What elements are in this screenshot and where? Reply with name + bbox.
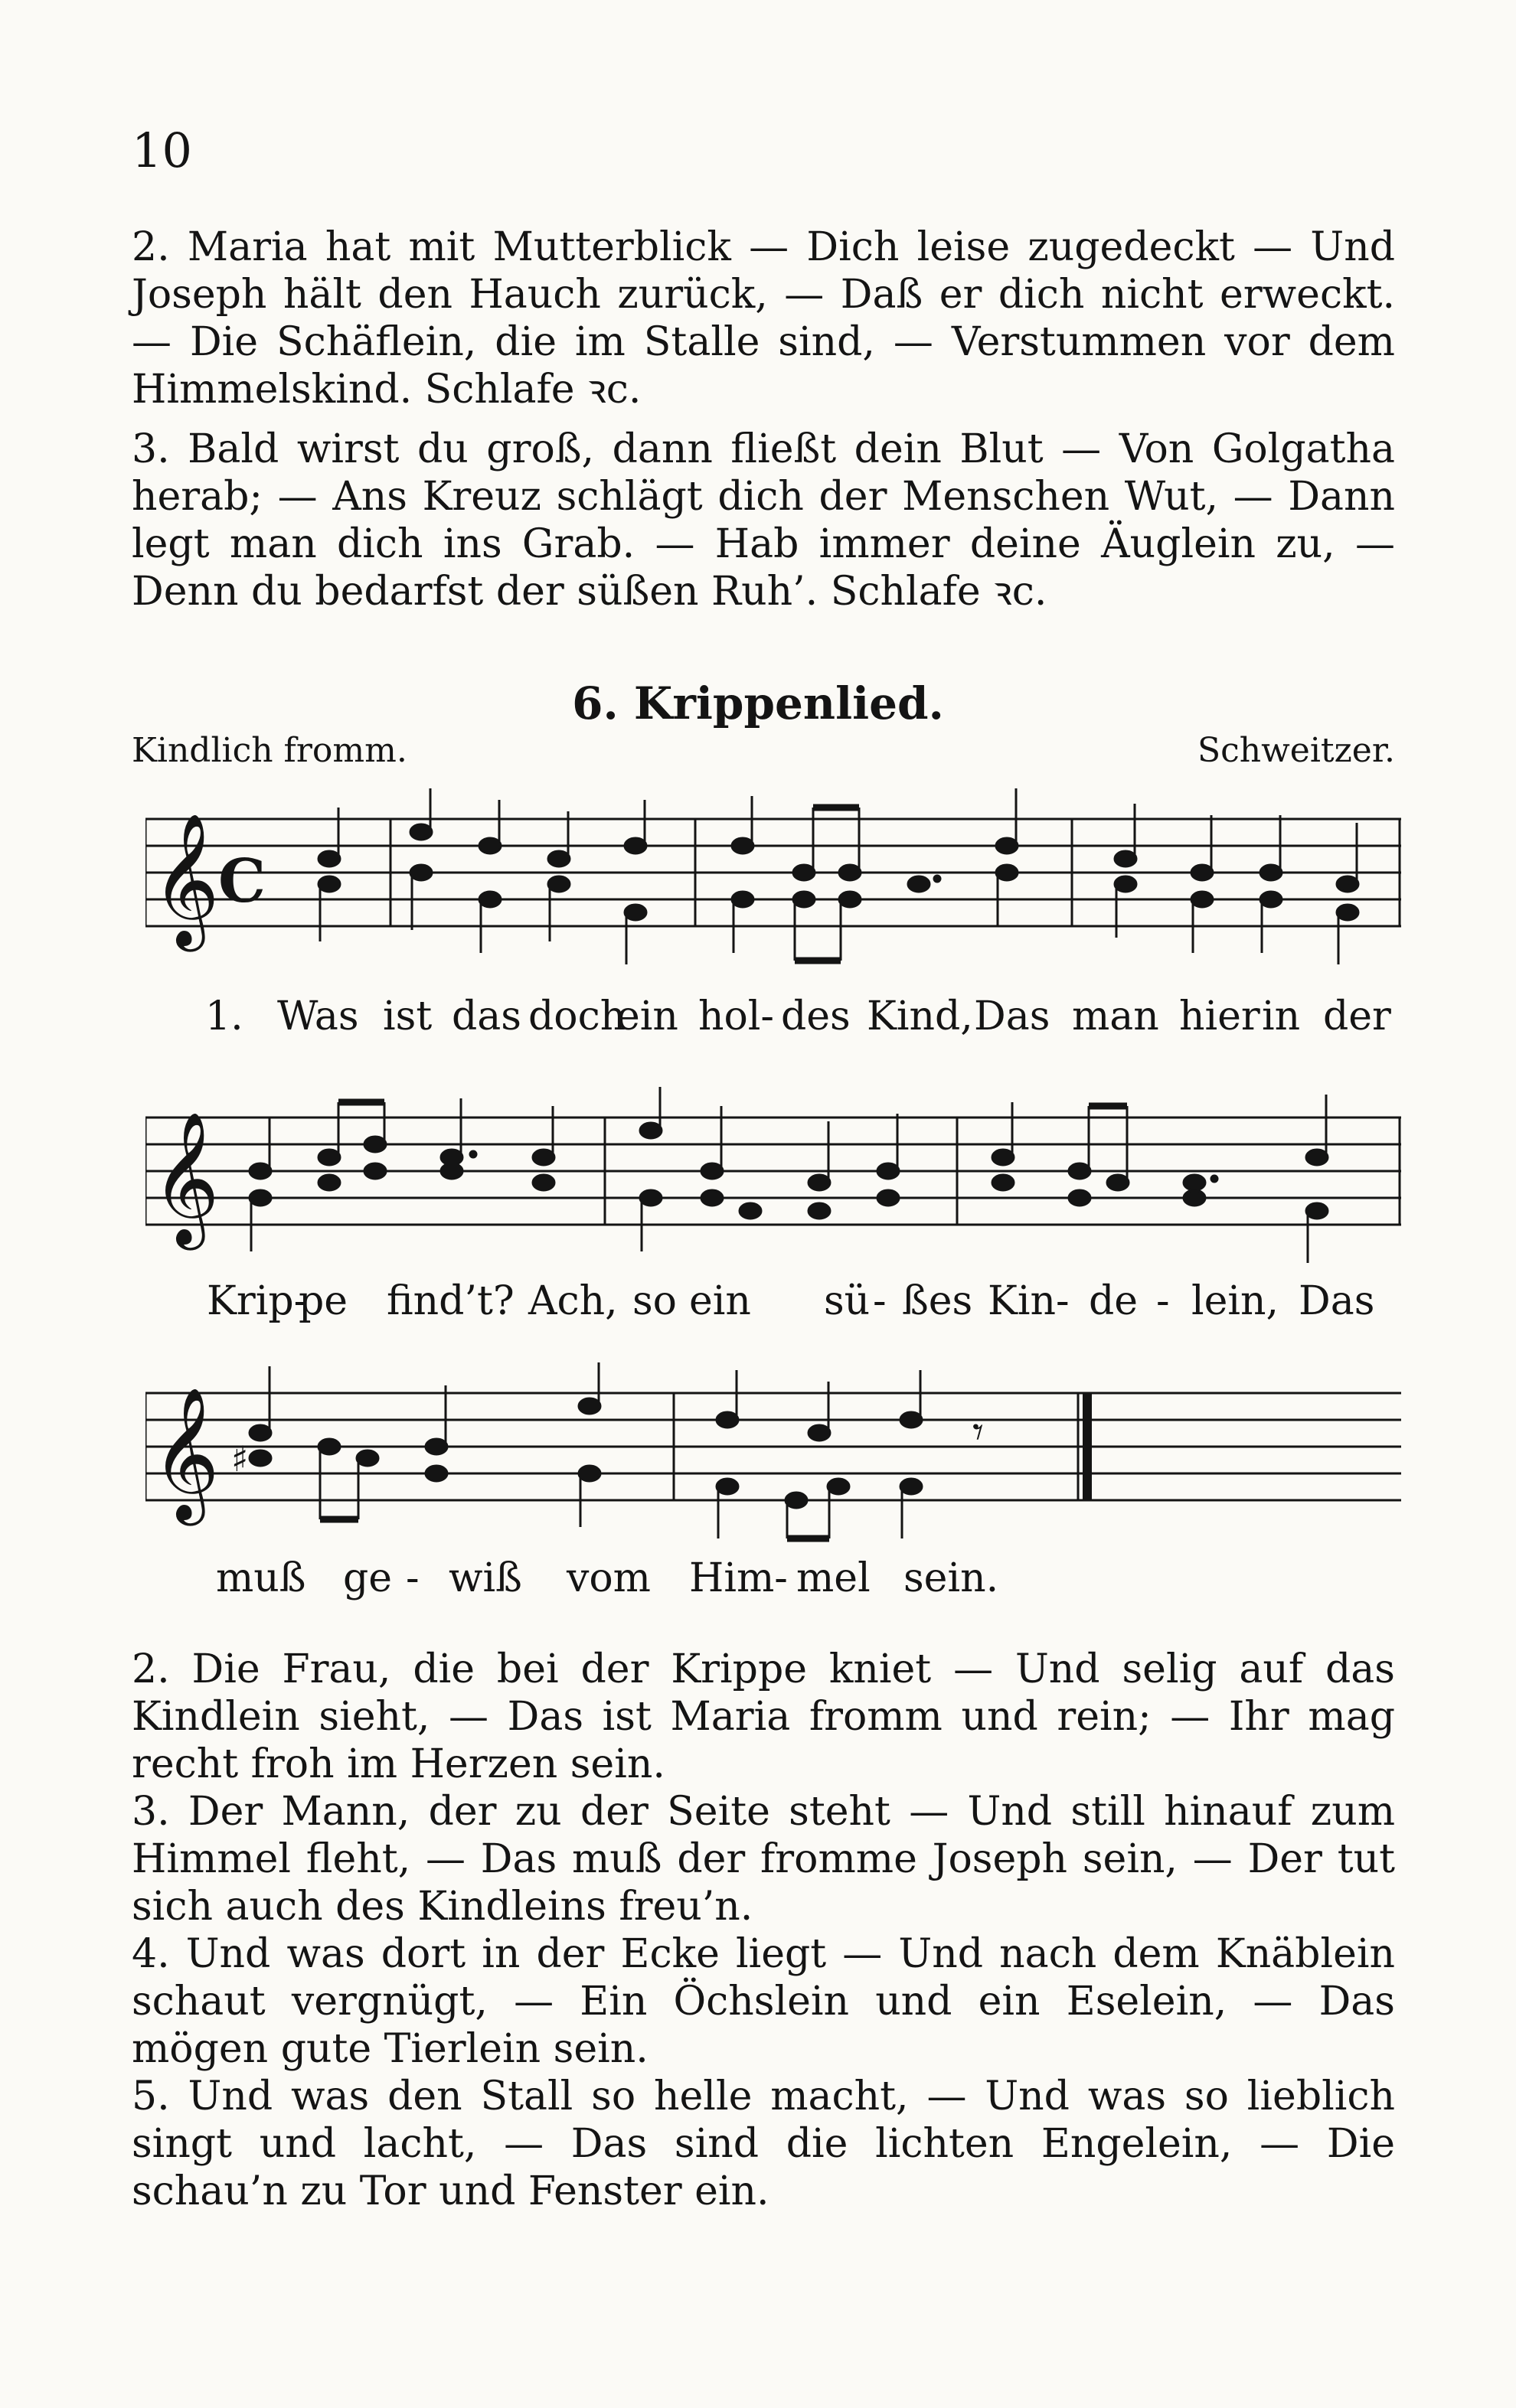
treble-clef-icon: 𝄞 — [152, 813, 220, 946]
lyric-syllable: Krip- — [207, 1278, 308, 1324]
treble-clef-icon: 𝄞 — [152, 1111, 220, 1245]
lyric-syllable: wiß — [449, 1555, 522, 1601]
lyric-syllable: Kind, — [867, 994, 973, 1039]
lyric-syllable: ist — [383, 994, 433, 1039]
lyric-syllable: Ach, — [528, 1278, 618, 1324]
lyric-syllable: mel — [796, 1555, 871, 1601]
lyric-syllable: Das — [1299, 1278, 1375, 1324]
music-staff-1 — [145, 788, 1401, 972]
verse-3-bottom: 3. Der Mann, der zu der Seite steht — Und still hinauf zum Himmel fleht, — Das muß der fromme Joseph sein, — Der tut sich auch des Kindleins freu’n. — [132, 1789, 1395, 1930]
lyric-verse-number: 1. — [205, 994, 243, 1039]
lyric-syllable: sein. — [903, 1555, 999, 1601]
lyric-syllable: des — [781, 994, 851, 1039]
rest-icon: 𝄾 — [972, 1408, 984, 1457]
lyric-syllable: sü — [824, 1278, 871, 1324]
lyric-syllable: in — [1262, 994, 1301, 1039]
notes-staff-3 — [231, 1362, 984, 1538]
common-time-icon: C — [218, 847, 266, 916]
lyric-syllable: hier — [1179, 994, 1260, 1039]
lyric-syllable: vom — [567, 1555, 651, 1601]
verse-2-top: 2. Maria hat mit Mutterblick — Dich leise zugedeckt — Und Joseph hält den Hauch zurück, — Daß er dich nicht erweckt. — Die Schäflein, die im Stalle sind, — Verstummen vor dem Himmelskind. Schlafe ꝛc. — [132, 224, 1395, 413]
notes-staff-1 — [319, 788, 1358, 964]
verse-4-bottom: 4. Und was dort in der Ecke liegt — Und nach dem Knäblein schaut vergnügt, — Ein Öchslein und ein Eselein, — Das mögen gute Tierlein sein. — [132, 1931, 1395, 2072]
notes-staff-2 — [250, 1087, 1328, 1263]
verse-3-top: 3. Bald wirst du groß, dann fließt dein Blut — Von Golgatha herab; — Ans Kreuz schlägt dich der Menschen Wut, — Dann legt man dich ins Grab. — Hab immer deine Äuglein zu, — Denn du bedarfst der süßen Ruh’. Schlafe ꝛc. — [132, 426, 1395, 615]
composer-name: Schweitzer. — [1197, 731, 1395, 770]
music-staff-2 — [145, 1087, 1401, 1271]
lyric-syllable: pe — [299, 1278, 348, 1324]
lyric-syllable: der — [1323, 994, 1391, 1039]
lyric-syllable: ge — [343, 1555, 393, 1601]
lyric-syllable: lein, — [1191, 1278, 1279, 1324]
verse-5-bottom: 5. Und was den Stall so helle macht, — Und was so lieblich singt und lacht, — Das sind die lichten Engelein, — Die schau’n zu Tor und Fenster ein. — [132, 2074, 1395, 2214]
lyric-syllable: ßes — [902, 1278, 973, 1324]
song-title: 6. Krippenlied. — [572, 677, 944, 729]
lyric-hyphen: - — [1156, 1278, 1170, 1324]
lyric-syllable: das — [452, 994, 521, 1039]
lyric-syllable: Kin- — [988, 1278, 1070, 1324]
music-staff-3 — [145, 1362, 1401, 1546]
treble-clef-icon: 𝄞 — [152, 1387, 220, 1520]
lyric-syllable: Das — [974, 994, 1050, 1039]
svg-text:♯: ♯ — [231, 1438, 249, 1480]
lyric-syllable: ein — [689, 1278, 751, 1324]
lyric-hyphen: - — [406, 1555, 420, 1601]
verse-2-bottom: 2. Die Frau, die bei der Krippe kniet — Und selig auf das Kindlein sieht, — Das ist Maria fromm und rein; — Ihr mag recht froh im Herzen sein. — [132, 1646, 1395, 1787]
lyric-syllable: man — [1072, 994, 1159, 1039]
lyric-syllable: find’t? — [387, 1278, 515, 1324]
lyric-syllable: ein — [616, 994, 678, 1039]
lyric-syllable: Him- — [689, 1555, 788, 1601]
page-number: 10 — [132, 122, 192, 178]
lyric-syllable: doch — [528, 994, 626, 1039]
lyric-syllable: hol- — [698, 994, 774, 1039]
lyric-hyphen: - — [873, 1278, 887, 1324]
lyric-syllable: muß — [216, 1555, 306, 1601]
lyric-syllable: so — [632, 1278, 677, 1324]
lyric-syllable: Was — [277, 994, 359, 1039]
lyric-syllable: de — [1089, 1278, 1139, 1324]
tempo-marking: Kindlich fromm. — [132, 731, 407, 770]
